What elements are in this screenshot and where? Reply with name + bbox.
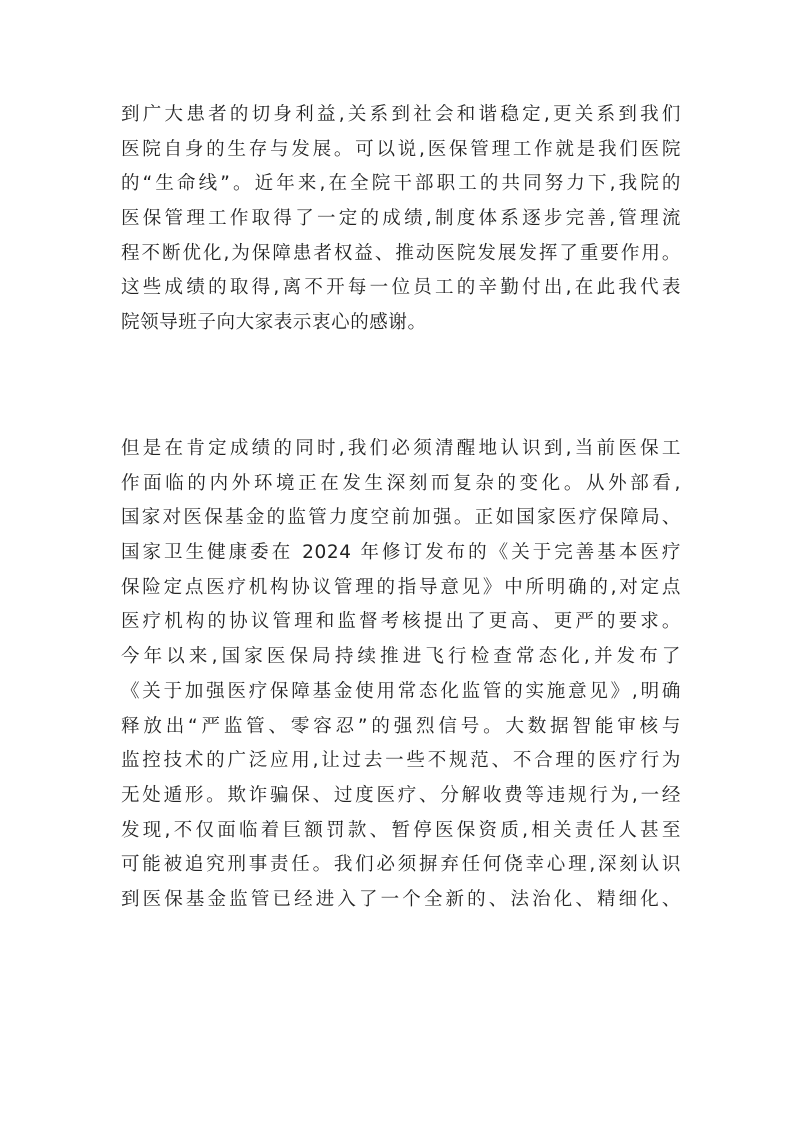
text-line: 程不断优化,为保障患者权益、推动医院发展发挥了重要作用。 [121, 242, 681, 264]
text-line: 这些成绩的取得,离不开每一位员工的辛勤付出,在此我代表 [121, 277, 681, 299]
text-line: 医疗机构的协议管理和监督考核提出了更高、更严的要求。 [121, 611, 681, 633]
text-line: 国家卫生健康委在 2024 年修订发布的《关于完善基本医疗 [121, 542, 681, 564]
text-line: 无处遁形。欺诈骗保、过度医疗、分解收费等违规行为,一经 [121, 784, 681, 806]
text-line: 发现,不仅面临着巨额罚款、暂停医保资质,相关责任人甚至 [121, 819, 681, 841]
text-line: 《关于加强医疗保障基金使用常态化监管的实施意见》,明确 [121, 680, 681, 702]
text-line: 医院自身的生存与发展。可以说,医保管理工作就是我们医院 [121, 138, 681, 160]
text-line: 的“生命线”。近年来,在全院干部职工的共同努力下,我院的 [121, 173, 681, 195]
text-line: 但是在肯定成绩的同时,我们必须清醒地认识到,当前医保工 [121, 438, 681, 459]
text-line: 院领导班子向大家表示衷心的感谢。 [121, 312, 427, 334]
text-line: 今年以来,国家医保局持续推进飞行检查常态化,并发布了 [121, 646, 681, 668]
paragraph-2 [121, 432, 681, 918]
text-line: 国家对医保基金的监管力度空前加强。正如国家医疗保障局、 [121, 507, 681, 529]
text-line: 到医保基金监管已经进入了一个全新的、法治化、精细化、 [121, 888, 681, 910]
text-line: 到广大患者的切身利益,关系到社会和谐稳定,更关系到我们 [121, 104, 681, 125]
text-line: 释放出“严监管、零容忍”的强烈信号。大数据智能审核与 [121, 715, 681, 737]
text-line: 作面临的内外环境正在发生深刻而复杂的变化。从外部看, [121, 472, 681, 494]
text-line: 监控技术的广泛应用,让过去一些不规范、不合理的医疗行为 [121, 750, 681, 772]
text-line: 可能被追究刑事责任。我们必须摒弃任何侥幸心理,深刻认识 [121, 854, 681, 876]
text-line: 医保管理工作取得了一定的成绩,制度体系逐步完善,管理流 [121, 208, 681, 230]
paragraph-1 [121, 98, 681, 341]
text-line: 保险定点医疗机构协议管理的指导意见》中所明确的,对定点 [121, 576, 681, 598]
